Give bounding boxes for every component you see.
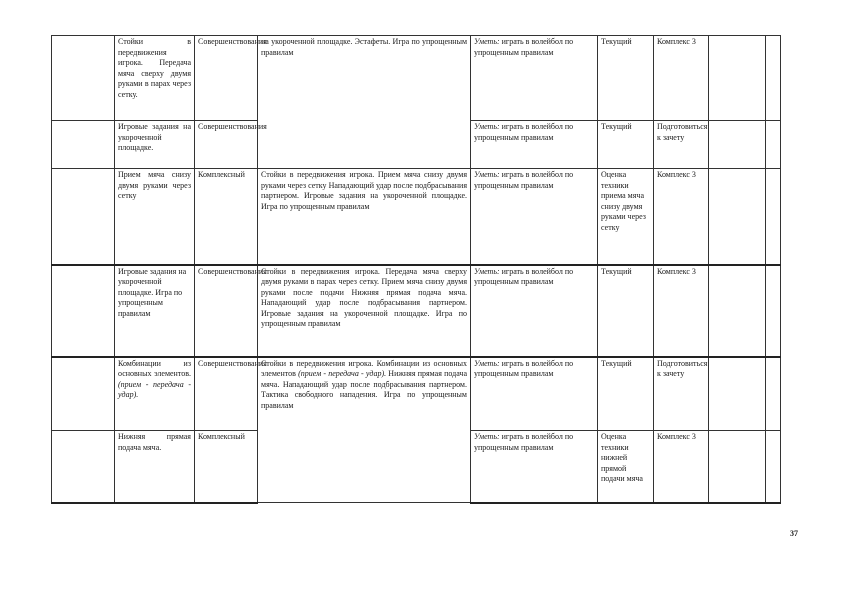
lesson-type-cell: Комплексный (195, 169, 258, 265)
table-row (52, 169, 781, 265)
control-cell: Текущий (598, 357, 654, 431)
content-cell: на укороченной площадке. Эстафеты. Игра по упрощенным правилам (258, 36, 471, 169)
requirements-cell (471, 431, 598, 503)
empty-cell (766, 36, 781, 121)
lesson-type-cell: Совершенствования (195, 36, 258, 121)
number-cell (52, 357, 115, 431)
lesson-type-cell: Совершенствования (195, 357, 258, 431)
requirements-text: играть в волейбол по упрощенным правилам (474, 122, 574, 142)
empty-cell (766, 169, 781, 265)
empty-cell (766, 121, 781, 169)
lesson-type-cell: Комплексный (195, 431, 258, 503)
number-cell (52, 121, 115, 169)
homework-cell: Комплекс 3 (654, 36, 709, 121)
empty-cell (709, 357, 766, 431)
requirements-text: играть в волейбол по упрощенным правилам (474, 37, 574, 57)
content-text: Стойки в передвижения игрока. Комбинации из основных элементов (261, 358, 467, 378)
requirements-cell (471, 357, 598, 431)
lesson-type-cell: Совершенствования (195, 121, 258, 169)
requirements-cell (471, 36, 598, 121)
page-number: 37 (790, 529, 798, 538)
homework-cell: Подготовиться к зачету (654, 121, 709, 169)
table-row (52, 357, 781, 431)
homework-cell: Комплекс 3 (654, 431, 709, 503)
content-cell: Стойки в передвижения игрока. Передача мяча сверху двумя руками в парах через сетку. Прием мяча снизу двумя руками после подачи Нижняя прямая подача мяча. Нападающий удар после подбрасывания партнером. Игровые задания на укороченной площадке. Игра по упрощенным правилам (258, 265, 471, 357)
lesson-plan-table (51, 35, 781, 504)
control-cell: Текущий (598, 121, 654, 169)
topic-cell: Игровые задания на укороченной площадке. Игра по упрощенным правилам (115, 265, 195, 357)
empty-cell (709, 36, 766, 121)
empty-cell (709, 265, 766, 357)
number-cell (52, 265, 115, 357)
requirements-text: играть в волейбол по упрощенным правилам (474, 170, 574, 190)
topic-cell: Стойки в передвижения игрока. Передача мяча сверху двумя руками в парах через сетку. (115, 36, 195, 121)
number-cell (52, 36, 115, 121)
requirements-cell (471, 265, 598, 357)
empty-cell (766, 357, 781, 431)
table-row (52, 265, 781, 357)
requirements-label: Уметь: (474, 432, 500, 441)
requirements-label: Уметь: (474, 170, 500, 179)
topic-cell: Нижняя прямая подача мяча. (115, 431, 195, 503)
topic-cell: Прием мяча снизу двумя руками через сетку (115, 169, 195, 265)
topic-text: Комбинации из основных элементов. (118, 358, 191, 378)
content-cell (258, 357, 471, 503)
requirements-cell (471, 121, 598, 169)
empty-cell (709, 431, 766, 503)
content-cell: Стойки в передвижения игрока. Прием мяча снизу двумя руками через сетку Нападающий удар после подбрасывания партнером. Игровые задания на укороченной площадке. Игра по упрощенным правилам (258, 169, 471, 265)
content-italic-text: (прием - передача - удар). (298, 369, 387, 378)
requirements-label: Уметь: (474, 37, 500, 46)
control-cell: Текущий (598, 36, 654, 121)
homework-cell: Комплекс 3 (654, 265, 709, 357)
topic-cell (115, 357, 195, 431)
lesson-type-cell: Совершенствования (195, 265, 258, 357)
requirements-label: Уметь: (474, 122, 500, 131)
homework-cell: Подготовиться к зачету (654, 357, 709, 431)
content-text: Нижняя прямая подача мяча. Нападающий удар после подбрасывания партнером. Тактика свободного нападения. Игра по упрощенным правилам (261, 369, 467, 410)
empty-cell (709, 121, 766, 169)
empty-cell (766, 431, 781, 503)
requirements-label: Уметь: (474, 266, 500, 276)
control-cell: Оценка техники приема мяча снизу двумя руками через сетку (598, 169, 654, 265)
requirements-text: играть в волейбол по упрощенным правилам (474, 432, 574, 452)
requirements-cell (471, 169, 598, 265)
number-cell (52, 169, 115, 265)
requirements-label: Уметь: (474, 358, 500, 368)
control-cell: Оценка техники нижней прямой подачи мяча (598, 431, 654, 503)
topic-cell: Игровые задания на укороченной площадке. (115, 121, 195, 169)
control-cell: Текущий (598, 265, 654, 357)
empty-cell (766, 265, 781, 357)
table-row (52, 36, 781, 121)
topic-italic-text: (прием - передача - удар). (118, 379, 191, 399)
requirements-text: играть в волейбол по упрощенным правилам (474, 266, 574, 286)
homework-cell: Комплекс 3 (654, 169, 709, 265)
requirements-text: играть в волейбол по упрощенным правилам (474, 358, 574, 378)
empty-cell (709, 169, 766, 265)
number-cell (52, 431, 115, 503)
